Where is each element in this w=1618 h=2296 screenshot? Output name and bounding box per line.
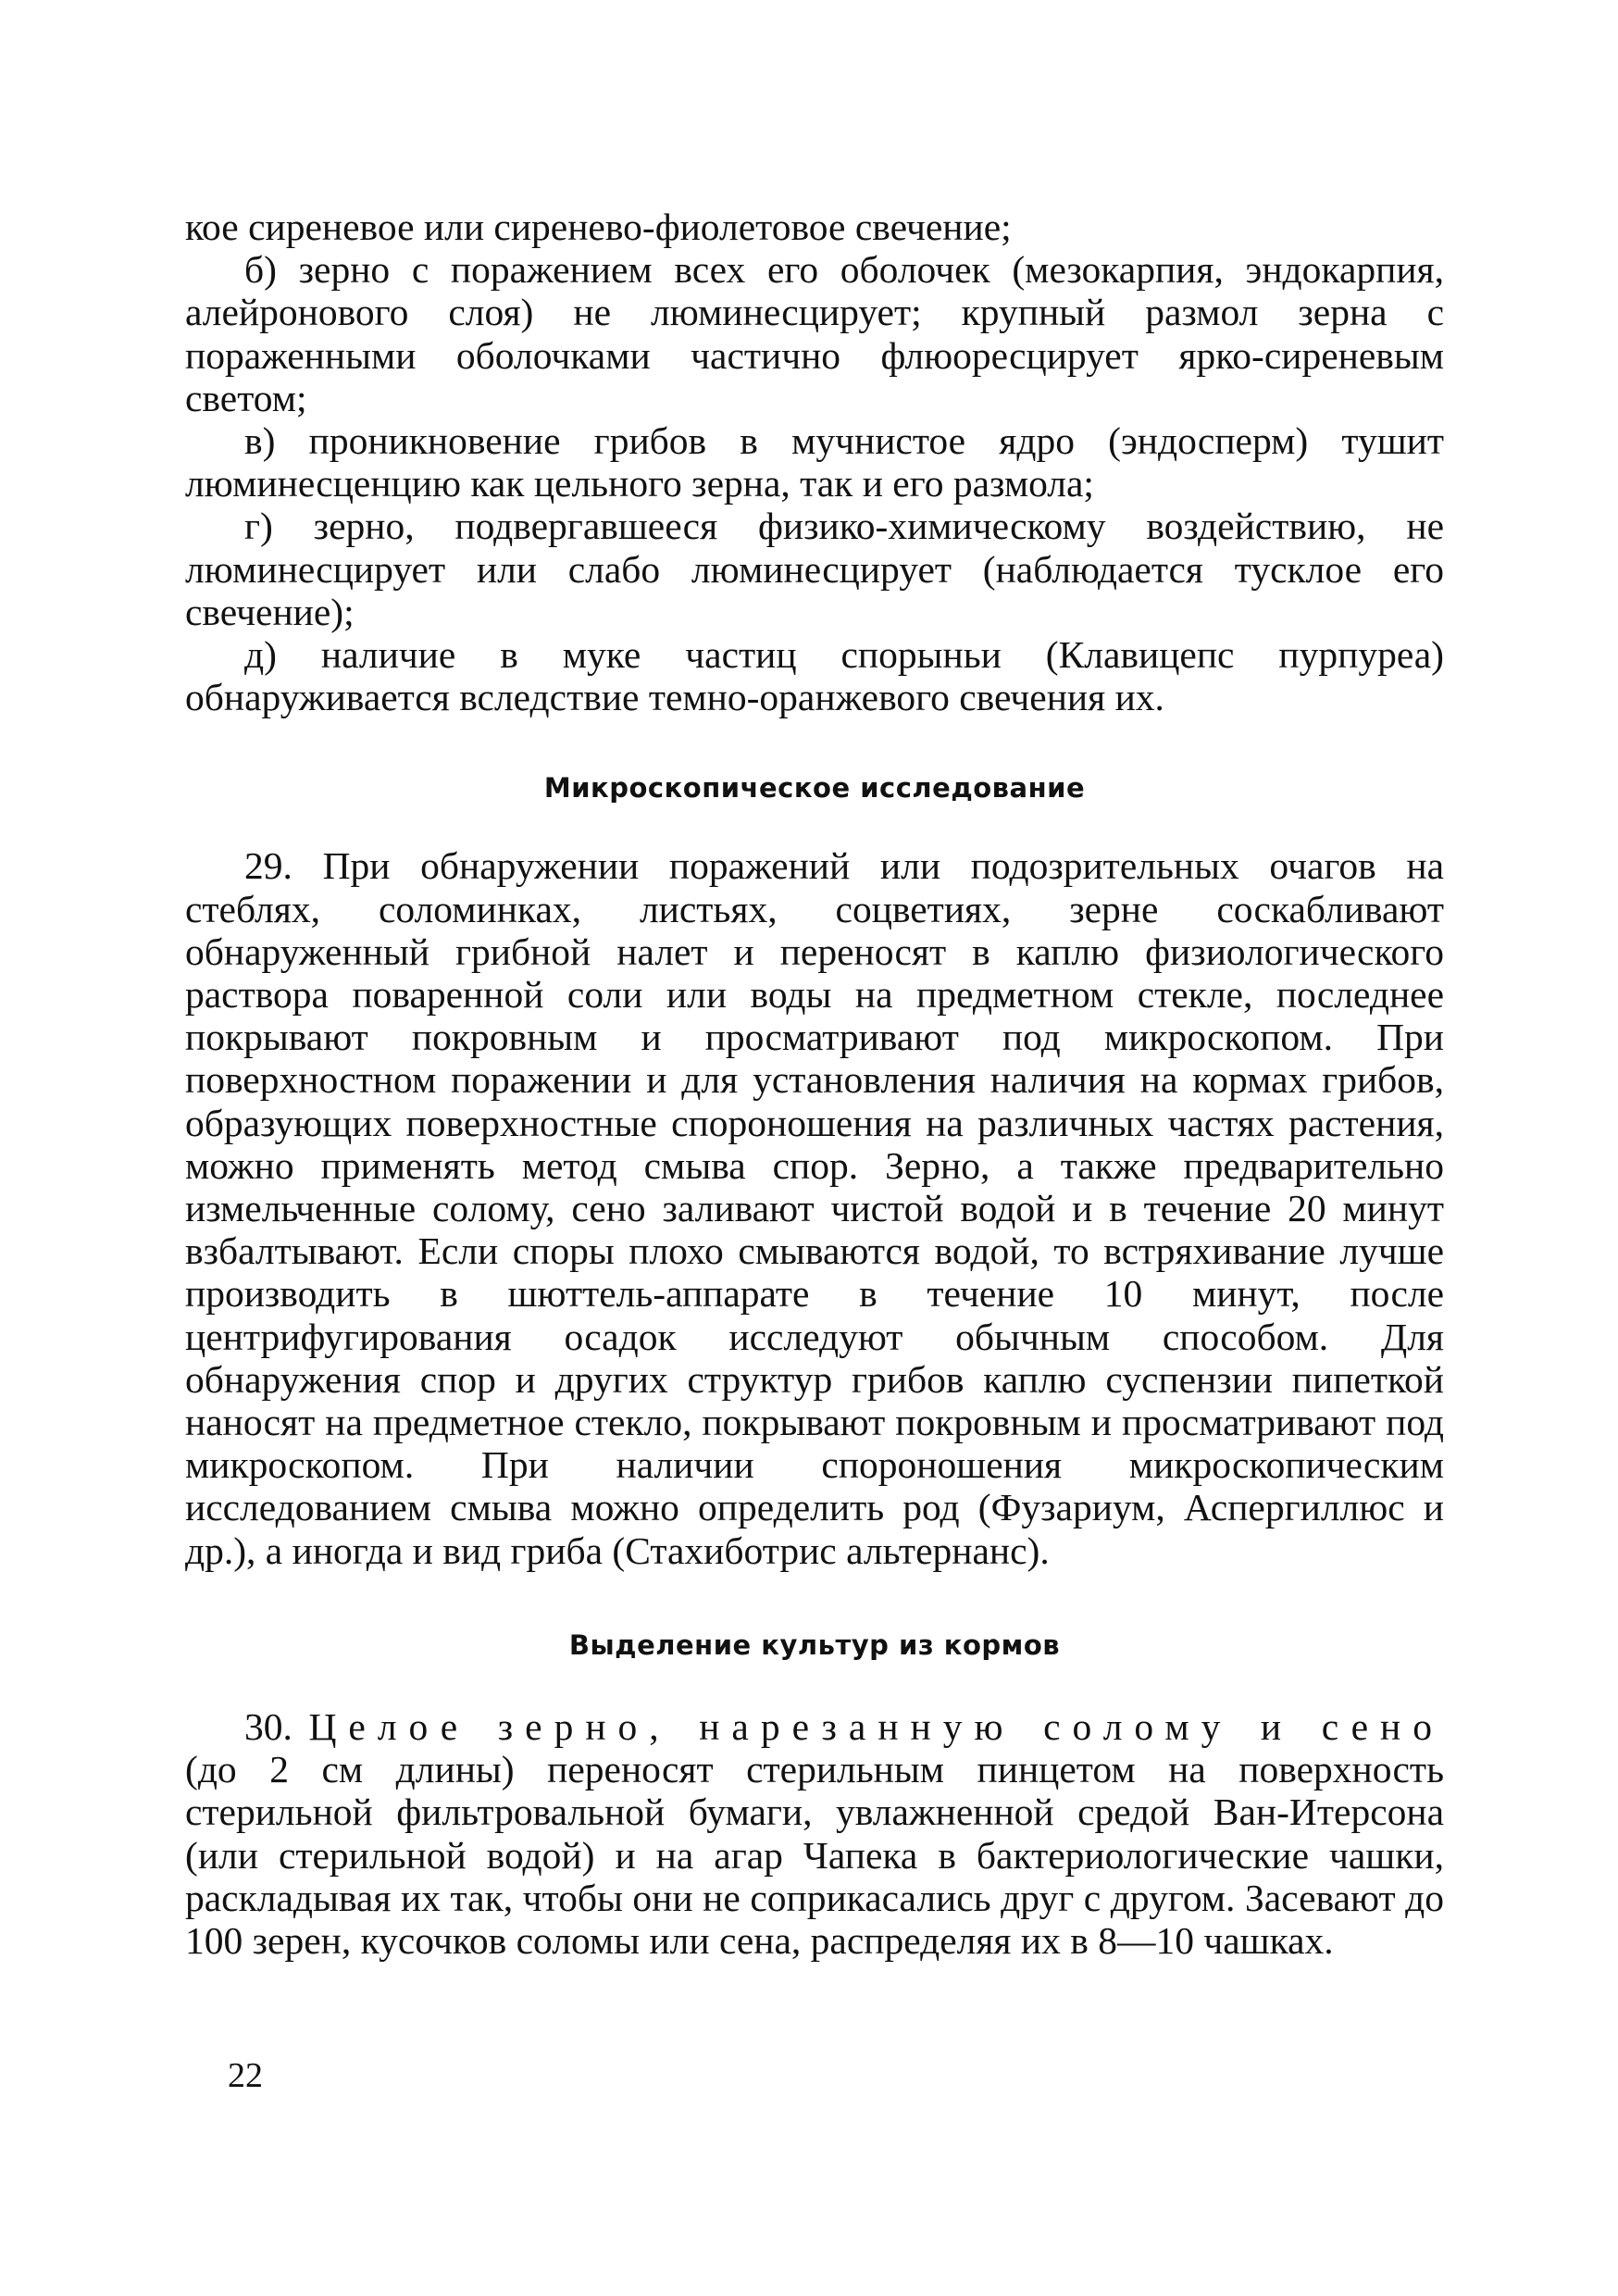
list-item-text: зерно, подвергавшееся физико-химическому воздействию, не люминесцирует или слабо люминесцирует (наблюдается тусклое его свечение); xyxy=(185,505,1444,633)
paragraph-29 xyxy=(185,844,1444,1571)
section-heading-cultures: Выделение культур из кормов xyxy=(568,1628,1061,1661)
list-item-g xyxy=(185,505,1444,633)
section-heading-microscopy: Микроскопическое исследование xyxy=(543,772,1086,805)
paragraph-text: При обнаружении поражений или подозрительных очагов на стеблях, соломинках, листьях, соцветиях, зерне соскабливают обнаруженный грибной налет и переносят в каплю физиологического раствора поваренной соли или воды на предметном стекле, последнее покрывают покровным и просматривают под микроскопом. При поверхностном поражении и для установления наличия на кормах грибов, образующих поверхностные спороношения на различных частях растения, можно применять метод смыва спор. Зерно, а также предварительно измельченные солому, сено заливают чистой водой и в течение 20 минут взбалтывают. Если споры плохо смываются водой, то встряхивание лучше производить в шюттель-аппарате в течение 10 минут, после центрифугирования осадок исследуют обычным способом. Для обнаружения спор и других структур грибов каплю суспензии пипеткой наносят на предметное стекло, покрывают покровным и просматривают под микроскопом. При наличии спороношения микроскопическим исследованием смыва можно определить род (Фузариум, Аспергиллюс и др.), а иногда и вид гриба (Стахиботрис альтернанс). xyxy=(185,844,1445,1572)
list-item-label: г) xyxy=(244,505,273,548)
list-item-d xyxy=(185,633,1444,718)
list-item-v xyxy=(185,419,1444,505)
continued-line: кое сиреневое или сиренево-фиолетовое свечение; xyxy=(185,206,1012,248)
list-item-text: зерно с поражением всех его оболочек (мезокарпия, эндокарпия, алейронового слоя) не люминесцирует; крупный размол зерна с пораженными оболочками частично флюоресцирует ярко-сиреневым светом; xyxy=(185,248,1444,419)
list-item-text: наличие в муке частиц спорыньи (Клавицепс пурпуреа) обнаруживается вследствие темно-оранжевого свечения их. xyxy=(185,633,1445,719)
page-number: 22 xyxy=(228,2056,263,2095)
paragraph-number: 30. xyxy=(244,1704,292,1748)
list-item-label: д) xyxy=(244,633,277,677)
list-item-text: проникновение грибов в мучнистое ядро (эндосперм) тушит люминесценцию как цельного зерна, так и его размола; xyxy=(185,419,1445,505)
list-item-b xyxy=(185,248,1444,419)
page-body xyxy=(185,206,1444,1962)
paragraph-30 xyxy=(185,1705,1444,1962)
list-item-label: б) xyxy=(244,248,277,292)
paragraph-text: (до 2 см длины) переносят стерильным пинцетом на поверхность стерильной фильтровальной бумаги, увлажненной средой Ван-Итерсона (или стерильной водой) и на агар Чапека в бактериологические чашки, раскладывая их так, чтобы они не соприкасались друг с другом. Засевают до 100 зерен, кусочков соломы или сена, распределяя их в 8—10 чашках. xyxy=(185,1748,1444,1962)
list-item-label: в) xyxy=(244,419,276,463)
paragraph-spaced-text: Целое зерно, нарезанную солому и сено xyxy=(308,1704,1445,1748)
paragraph-number: 29. xyxy=(244,844,292,888)
